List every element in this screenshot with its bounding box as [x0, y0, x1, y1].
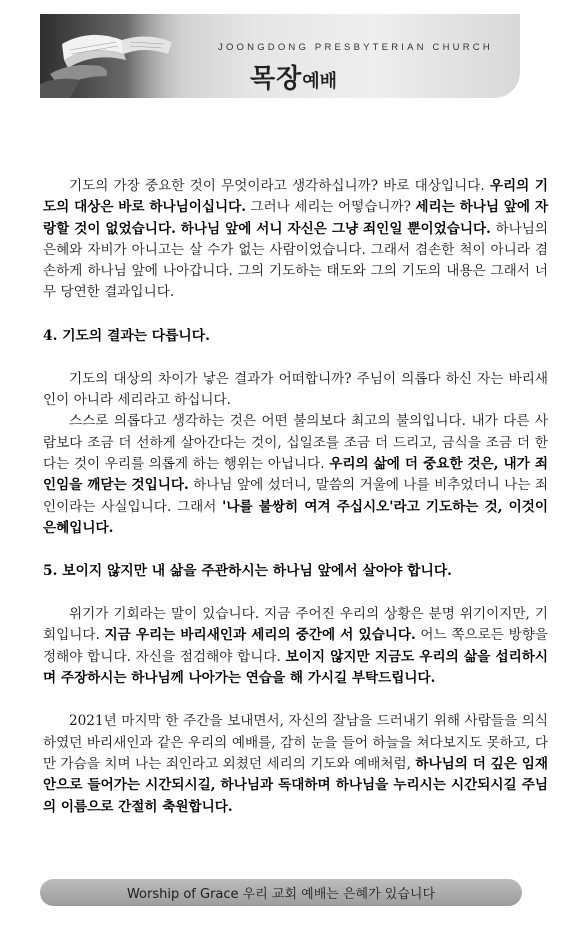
body-text: 하나님 앞에 섰더니, 말씀의 거울에 나를 비추었더니 나는 죄인이라는 사실입니다. 그래서 — [43, 477, 548, 515]
title-yebae: 예배 — [302, 71, 338, 92]
emphasis-text: '나를 불쌍히 여겨 주십시오'라고 기도하는 것, 이것이 은혜입니다. — [43, 498, 548, 536]
body-text: 2021년 마지막 한 주간을 보내면서, 자신의 잘남을 드러내기 위해 사람들을 의식하였던 바리새인과 같은 우리의 예배를, 감히 눈을 들어 하늘을 쳐다보지도 못하고, 다만 가슴을 치며 나는 죄인라고 외쳤던 세리의 기도와 예배처럼, — [43, 713, 548, 772]
paragraph-3 — [43, 411, 548, 539]
body-text: 기도의 대상의 차이가 낳은 결과가 어떠합니까? 주님이 의롭다 하신 자는 바리새인이 아니라 세리라고 하십니다. — [43, 370, 548, 409]
emphasis-text: 세리는 하나님 앞에 자랑할 것이 없었습니다. 하나님 앞에 서니 자신은 그냥 죄인일 뿐이었습니다. — [43, 199, 548, 237]
header-banner — [40, 14, 520, 98]
section-heading-4: 4. 기도의 결과는 다릅니다. — [43, 327, 210, 344]
body-text: 하나님의 은혜와 자비가 아니고는 살 수가 없는 사람이었습니다. 그래서 겸손한 척이 아니라 겸손하게 하나님 앞에 나아갑니다. 그의 기도하는 태도와 그의 기도의 내용은 그래서 너무 당연한 결과입니다. — [43, 220, 548, 301]
emphasis-text: 우리의 삶에 더 중요한 것은, 내가 죄인임을 깨닫는 것입니다. — [43, 455, 548, 494]
body-text: 그러나 세리는 어떻습니까? — [246, 199, 416, 216]
bible-hands-image — [40, 14, 185, 98]
emphasis-text: 보이지 않지만 지금도 우리의 삶을 섭리하시며 주장하시는 하나님께 나아가는 연습을 해 가시길 부탁드립니다. — [43, 648, 548, 687]
footer-banner — [40, 879, 522, 906]
title-mokjang: 목장 — [250, 64, 303, 94]
body-text: 기도의 가장 중요한 것이 무엇이라고 생각하십니까? 바로 대상입니다. — [69, 178, 490, 194]
body-text: 위기가 기회라는 말이 있습니다. 지금 주어진 우리의 상황은 분명 위기이지만, 기회입니다. — [43, 606, 548, 644]
church-name: JOONGDONG PRESBYTERIAN CHURCH — [218, 42, 493, 53]
paragraph-4 — [43, 604, 548, 689]
emphasis-text: 우리의 기도의 대상은 바로 하나님이십니다. — [43, 178, 548, 216]
emphasis-text: 하나님의 더 깊은 임재 안으로 들어가는 시간되시길, 하나님과 독대하며 하나님을 누리시는 시간되시길 주님의 이름으로 간절히 축원합니다. — [43, 755, 549, 815]
page-title — [250, 58, 337, 95]
body-text: 스스로 의롭다고 생각하는 것은 어떤 불의보다 최고의 불의입니다. 내가 다른 사람보다 조금 더 선하게 살아간다는 것이, 십일조를 조금 더 드리고, 금식을 조금 더 한다는 것이 우리를 의롭게 하는 행위는 아닙니다. — [43, 413, 548, 472]
section-heading-5: 5. 보이지 않지만 내 삶을 주관하시는 하나님 앞에서 살아야 합니다. — [43, 563, 452, 580]
paragraph-1 — [43, 176, 548, 304]
footer-slogan: Worship of Grace 우리 교회 예배는 은혜가 있습니다 — [126, 887, 436, 902]
emphasis-text: 지금 우리는 바리새인과 세리의 중간에 서 있습니다. — [104, 627, 416, 644]
paragraph-2 — [43, 369, 548, 412]
sermon-body — [43, 176, 548, 818]
paragraph-5 — [43, 711, 548, 817]
body-text: 어느 쪽으로든 방향을 정해야 합니다. 자신을 점검해야 합니다. — [43, 627, 548, 665]
